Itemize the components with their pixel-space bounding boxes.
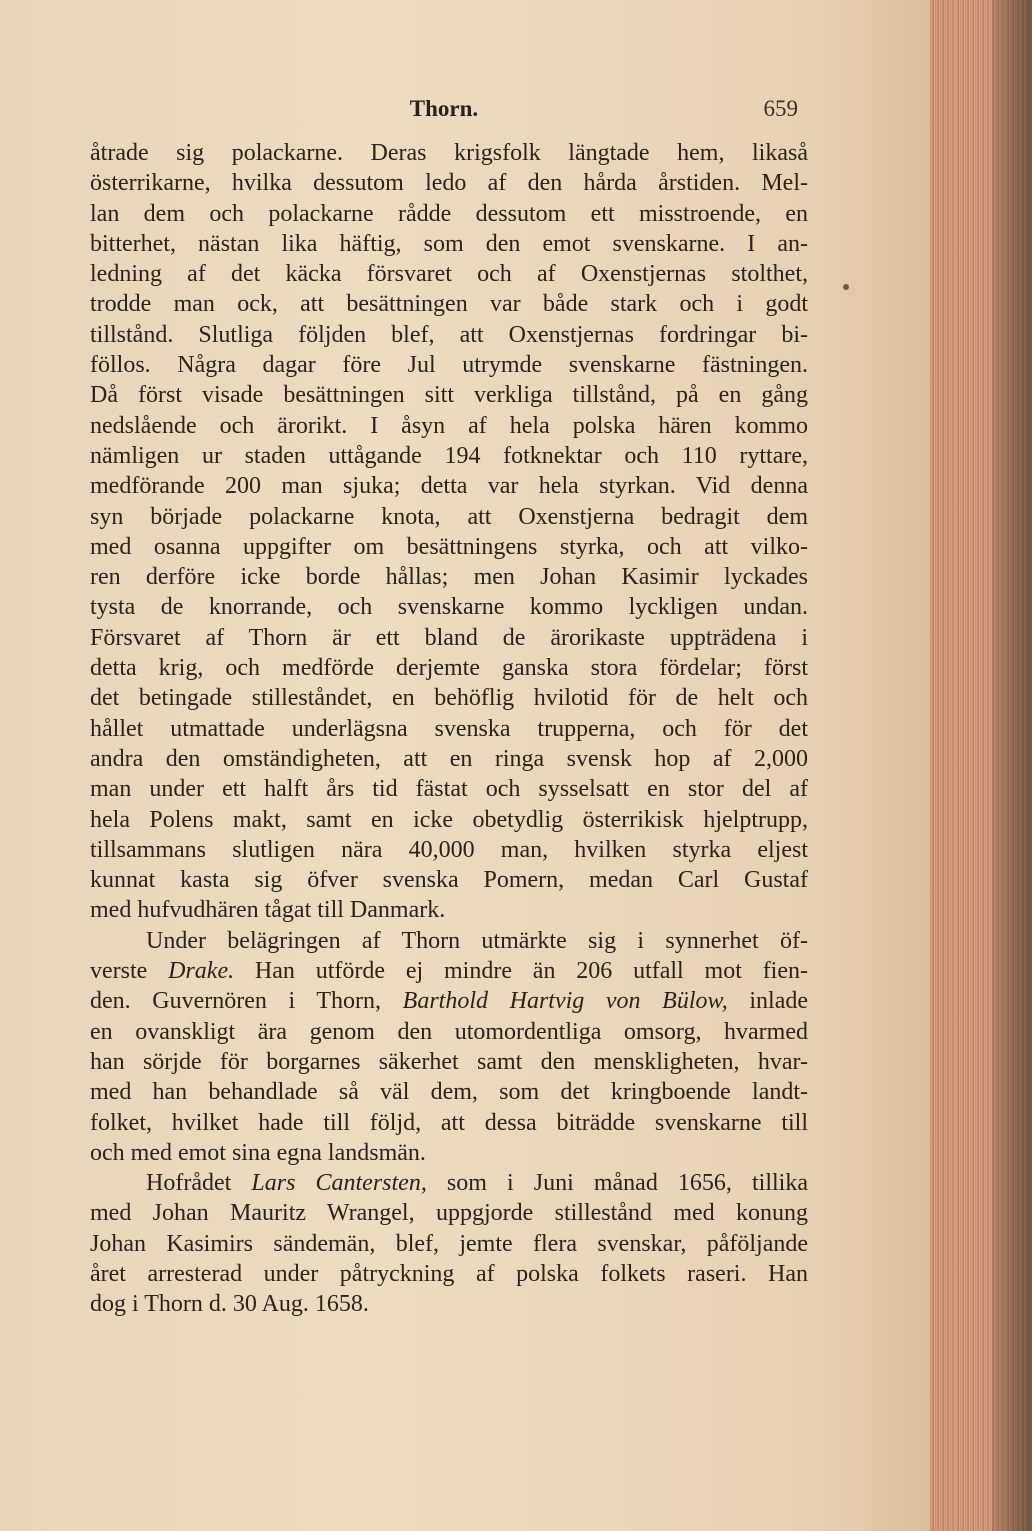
text-line: med osanna uppgifter om besättningens styrka, och att vilko- <box>90 533 808 560</box>
text-line: Under belägringen af Thorn utmärkte sig i synnerhet öf- <box>146 927 808 954</box>
text-line: folket, hvilket hade till följd, att dessa biträdde svenskarne till <box>90 1109 808 1136</box>
text-line: det betingade stilleståndet, en behöflig hvilotid för de helt och <box>90 685 808 712</box>
text-line: ren derföre icke borde hållas; men Johan Kasimir lyckades <box>90 564 808 591</box>
text-line: verste Drake. Han utförde ej mindre än 206 utfall mot fien- <box>90 958 808 985</box>
text-line: nedslående och ärorikt. I åsyn af hela polska hären kommo <box>90 412 808 439</box>
text-line: ledning af det käcka försvaret och af Oxenstjernas stolthet, <box>90 261 808 288</box>
text-line: trodde man ock, att besättningen var både stark och i godt <box>90 291 808 318</box>
text-line: tillsammans slutligen nära 40,000 man, hvilken styrka eljest <box>90 836 808 863</box>
text-line: föllos. Några dagar före Jul utrymde svenskarne fästningen. <box>90 352 808 379</box>
text-line: hela Polens makt, samt en icke obetydlig österrikisk hjelptrupp, <box>90 806 808 833</box>
text-line: och med emot sina egna landsmän. <box>90 1139 426 1166</box>
text-line: hållet utmattade underlägsna svenska trupperna, och för det <box>90 715 808 742</box>
person-name: Lars Cantersten, <box>251 1170 427 1197</box>
text-line: tysta de knorrande, och svenskarne kommo lyckligen undan. <box>90 594 808 621</box>
paragraph-1 <box>90 138 808 926</box>
text-line: kunnat kasta sig öfver svenska Pomern, medan Carl Gustaf <box>90 867 808 894</box>
text-line: österrikarne, hvilka dessutom ledo af den hårda årstiden. Mel- <box>90 170 808 197</box>
text-line: Hofrådet Lars Cantersten, som i Juni månad 1656, tillika <box>146 1170 808 1197</box>
text-line: medförande 200 man sjuka; detta var hela styrkan. Vid denna <box>90 473 808 500</box>
text-line: syn började polackarne knota, att Oxenstjerna bedragit dem <box>90 503 808 530</box>
person-name: Barthold Hartvig von Bülow, <box>402 988 728 1015</box>
text-line: detta krig, och medförde derjemte ganska stora fördelar; först <box>90 655 808 682</box>
text-line: Då först visade besättningen sitt verkliga tillstånd, på en gång <box>90 382 808 409</box>
text-line: med han behandlade så väl dem, som det kringboende landt- <box>90 1079 808 1106</box>
text-line: året arresterad under påtryckning af polska folkets raseri. Han <box>90 1260 808 1287</box>
text-line: Försvaret af Thorn är ett bland de ärorikaste uppträdena i <box>90 624 808 651</box>
text-line: andra den omständigheten, att en ringa svensk hop af 2,000 <box>90 745 808 772</box>
text-line: man under ett halft års tid fästat och sysselsatt en stor del af <box>90 776 808 803</box>
running-title: Thorn. <box>409 96 479 121</box>
text-line: bitterhet, nästan lika häftig, som den emot svenskarne. I an- <box>90 230 808 257</box>
person-name: Drake. <box>168 958 235 985</box>
page-header <box>90 96 798 130</box>
text-line: den. Guvernören i Thorn, Barthold Hartvig von Bülow, inlade <box>90 988 808 1015</box>
text-line: lan dem och polackarne rådde dessutom ett misstroende, en <box>90 200 808 227</box>
text-line: med Johan Mauritz Wrangel, uppgjorde stillestånd med konung <box>90 1200 808 1227</box>
text-line: en ovanskligt ära genom den utomordentliga omsorg, hvarmed <box>90 1018 808 1045</box>
text-line: med hufvudhären tågat till Danmark. <box>90 897 446 924</box>
text-line: dog i Thorn d. 30 Aug. 1658. <box>90 1291 369 1318</box>
text-line: Johan Kasimirs sändemän, blef, jemte flera svenskar, påföljande <box>90 1230 808 1257</box>
body-text <box>90 138 808 1320</box>
text-line: nämligen ur staden uttågande 194 fotknektar och 110 ryttare, <box>90 442 808 469</box>
page-edges <box>930 0 1032 1531</box>
ink-speck <box>843 284 849 290</box>
text-line: åtrade sig polackarne. Deras krigsfolk längtade hem, likaså <box>90 140 808 166</box>
text-line: han sörjde för borgarnes säkerhet samt den menskligheten, hvar- <box>90 1048 808 1075</box>
page-number: 659 <box>763 96 798 121</box>
text-line: tillstånd. Slutliga följden blef, att Oxenstjernas fordringar bi- <box>90 321 808 348</box>
